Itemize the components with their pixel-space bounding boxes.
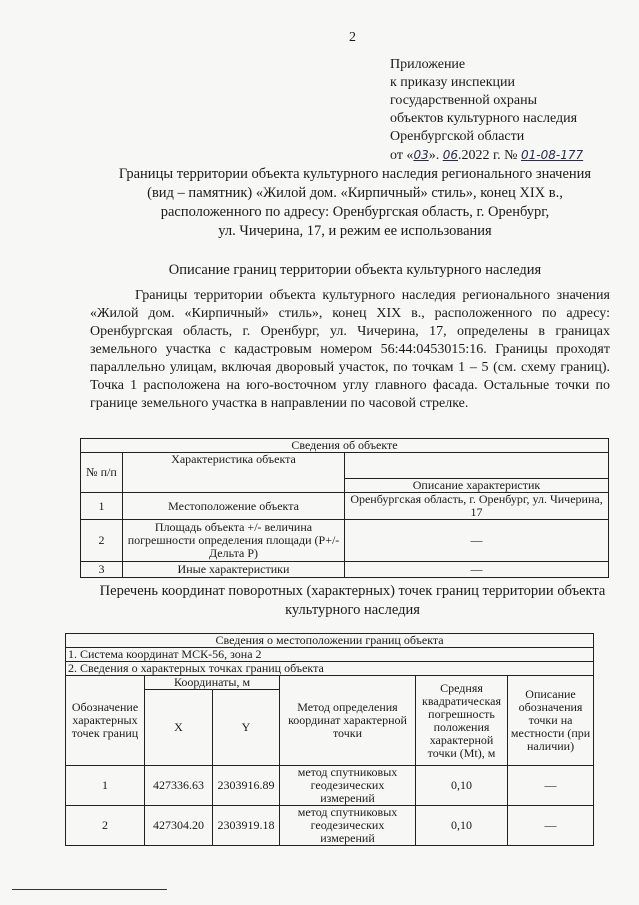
handwritten-day: 03 [413, 148, 429, 162]
page-number: 2 [349, 30, 356, 45]
table-cell: 2303916.89 [213, 766, 280, 806]
date-mid: ». [428, 148, 443, 163]
col-header: Координаты, м [145, 676, 280, 690]
col-header: Описание обозначения точки на местности (при наличии) [508, 676, 594, 766]
col-header: Обозначение характерных точек границ [66, 676, 145, 766]
date-prefix: от « [390, 148, 414, 163]
table-cell: 1 [81, 493, 123, 520]
handwritten-order-number: 01-08-177 [521, 148, 584, 162]
table-cell: — [345, 520, 609, 562]
footnote-separator [12, 889, 167, 890]
table-cell: Оренбургская область, г. Оренбург, ул. Чичерина, 17 [345, 493, 609, 520]
col-header: Y [213, 690, 280, 766]
table-caption: Сведения об объекте [81, 439, 609, 453]
table-cell: 427336.63 [145, 766, 213, 806]
appendix-line: к приказу инспекции [390, 75, 516, 90]
handwritten-month: 06 [442, 148, 458, 162]
table-cell: 3 [81, 562, 123, 578]
title-line: расположенного по адресу: Оренбургская область, г. Оренбург, [160, 204, 550, 220]
object-info-table [80, 438, 609, 578]
section-subtitle: Описание границ территории объекта культурного наследия [168, 262, 542, 278]
appendix-date-line [390, 146, 583, 165]
appendix-line: Оренбургской области [390, 129, 525, 144]
col-header: Описание характеристик [345, 479, 609, 493]
title-line: ул. Чичерина, 17, и режим ее использования [218, 223, 492, 239]
table-cell: 2 [66, 806, 145, 846]
table-cell: 1 [66, 766, 145, 806]
table-cell: — [508, 806, 594, 846]
appendix-line: объектов культурного наследия [390, 111, 578, 126]
boundary-description: Границы территории объекта культурного наследия регионального значения «Жилой дом. «Кирпичный» стиль», конец XIX в., расположенного по адресу: Оренбургская область, г. Оренбург, ул. Чичерина, 17, определены в границах земельного участка с кадастровым номером 56:44:0453015:16. Границы проходят параллельно улицам, включая дворовый участок, по точкам 1 – 5 (см. схему границ). Точка 1 расположена на юго-восточном углу главного фасада. Остальные точки по границе земельного участка в направлении по часовой стрелке. [90, 288, 610, 411]
col-header: Метод определения координат характерной точки [280, 676, 416, 766]
appendix-line: Приложение [390, 57, 466, 72]
document-title [95, 165, 615, 241]
table-cell: 0,10 [416, 806, 508, 846]
title-line: Границы территории объекта культурного наследия регионального значения [118, 166, 592, 182]
table-cell: 2303919.18 [213, 806, 280, 846]
col-header: Средняя квадратическая погрешность положения характерной точки (Mt), м [416, 676, 508, 766]
title-line: (вид – памятник) «Жилой дом. «Кирпичный» стиль», конец XIX в., [147, 185, 563, 201]
table-cell: — [345, 562, 609, 578]
points-caption: 2. Сведения о характерных точках границ объекта [66, 662, 594, 676]
table-cell: — [508, 766, 594, 806]
coordinates-heading: Перечень координат поворотных (характерных) точек границ территории объекта культурного наследия [99, 583, 606, 618]
col-header: X [145, 690, 213, 766]
table-cell: Местоположение объекта [123, 493, 345, 520]
date-year: .2022 г. № [458, 148, 522, 163]
table-cell: метод спутниковых геодезических измерений [280, 766, 416, 806]
table-cell: 2 [81, 520, 123, 562]
table-cell: 0,10 [416, 766, 508, 806]
table-cell: 427304.20 [145, 806, 213, 846]
table-cell: метод спутниковых геодезических измерений [280, 806, 416, 846]
appendix-block [390, 56, 583, 165]
table-cell: Иные характеристики [123, 562, 345, 578]
table-cell: Площадь объекта +/- величина погрешности определения площади (P+/- Дельта P) [123, 520, 345, 562]
coordinates-table [65, 633, 594, 846]
coordinate-system: 1. Система координат МСК-56, зона 2 [66, 648, 594, 662]
appendix-line: государственной охраны [390, 93, 538, 108]
col-header: Характеристика объекта [123, 453, 345, 493]
table-caption: Сведения о местоположении границ объекта [66, 634, 594, 648]
col-header: № п/п [81, 453, 123, 493]
